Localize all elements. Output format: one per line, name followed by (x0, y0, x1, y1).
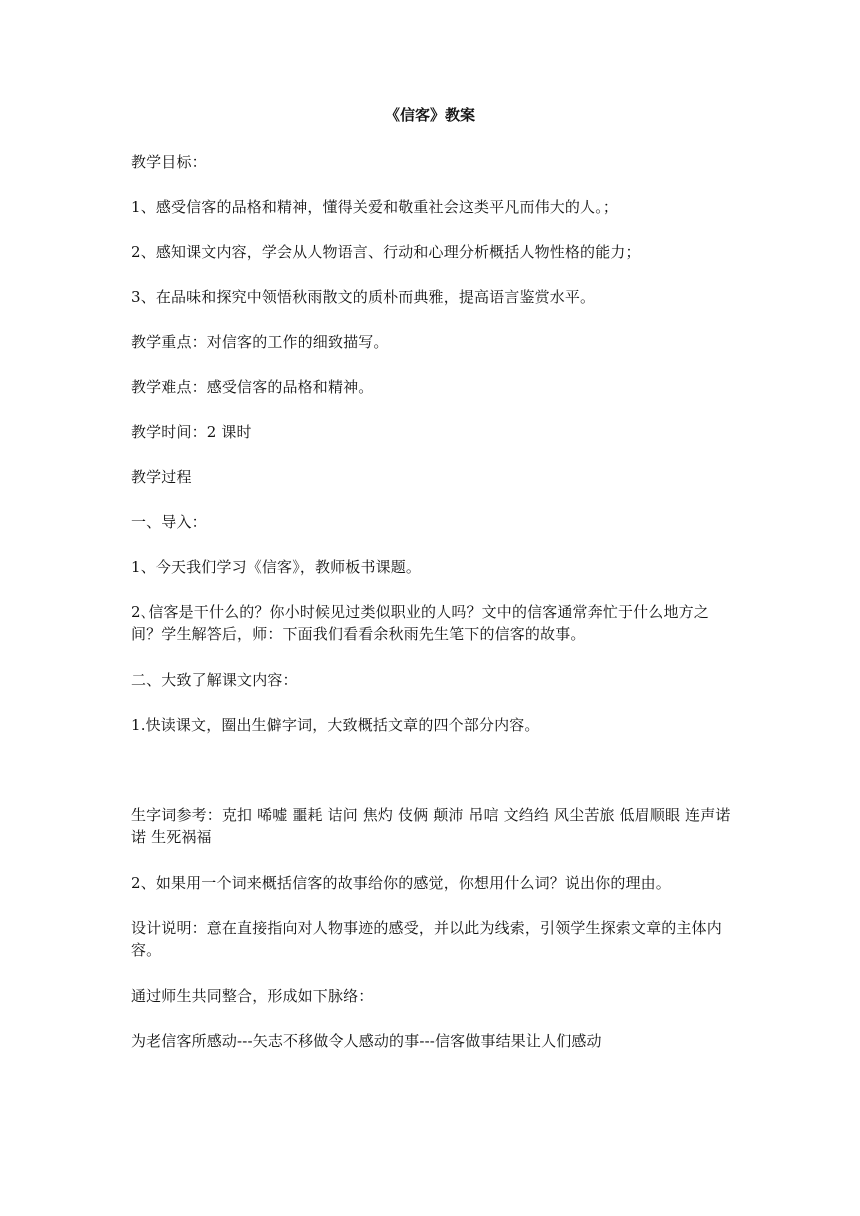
teaching-time: 教学时间：2 课时 (131, 423, 252, 441)
step-heading-content: 二、大致了解课文内容： (131, 671, 298, 689)
step-heading-introduction: 一、导入： (131, 513, 207, 531)
teaching-focus: 教学重点：对信客的工作的细致描写。 (131, 333, 389, 351)
integration-note: 通过师生共同整合，形成如下脉络： (131, 987, 374, 1005)
step-item: 1.快读课文，圈出生僻字词，大致概括文章的四个部分内容。 (131, 716, 540, 734)
section-heading-process: 教学过程 (131, 468, 192, 486)
document-title: 《信客》教案 (384, 106, 475, 124)
design-note: 设计说明：意在直接指向对人物事迹的感受，并以此为线索，引领学生探索文章的主体内容。 (131, 919, 722, 959)
vocabulary-reference: 生字词参考：克扣 唏嘘 噩耗 诘问 焦灼 伎俩 颠沛 吊唁 文绉绉 风尘苦旅 低眉顺眼 连声诺诺 生死祸福 (131, 806, 731, 846)
objective-item: 1、感受信客的品格和精神，懂得关爱和敬重社会这类平凡而伟大的人。； (131, 198, 618, 216)
objective-item: 3、在品味和探究中领悟秋雨散文的质朴而典雅，提高语言鉴赏水平。 (131, 288, 596, 306)
step-item: 2、如果用一个词来概括信客的故事给你的感觉，你想用什么词？说出你的理由。 (131, 874, 671, 892)
teaching-difficulty: 教学难点：感受信客的品格和精神。 (131, 378, 374, 396)
objective-item: 2、感知课文内容，学会从人物语言、行动和心理分析概括人物性格的能力； (131, 243, 641, 261)
storyline-summary: 为老信客所感动---矢志不移做令人感动的事---信客做事结果让人们感动 (131, 1032, 602, 1050)
section-heading-objectives: 教学目标： (131, 153, 207, 171)
step-item: 2､信客是干什么的？你小时候见过类似职业的人吗？文中的信客通常奔忙于什么地方之间？学生解答后，师：下面我们看看余秋雨先生笔下的信客的故事。 (131, 603, 709, 643)
step-item: 1、今天我们学习《信客》，教师板书课题。 (131, 558, 422, 576)
